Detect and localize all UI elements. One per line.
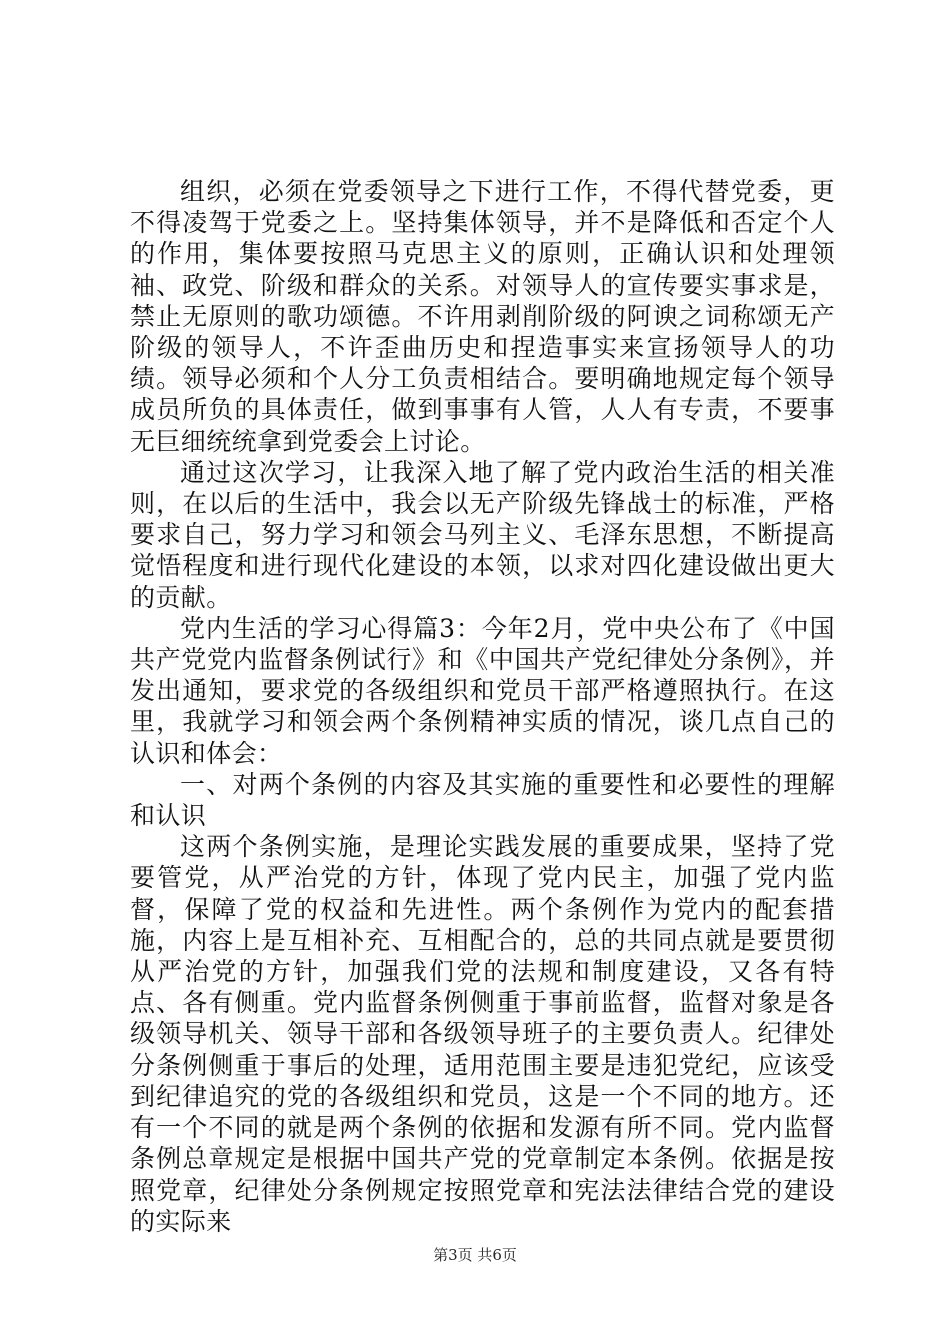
- section-heading: 一、对两个条例的内容及其实施的重要性和必要性的理解和认识: [130, 769, 835, 831]
- page-footer: 第3页 共6页: [433, 1246, 517, 1264]
- paragraph-2: 通过这次学习，让我深入地了解了党内政治生活的相关准则，在以后的生活中，我会以无产阶级先锋战士的标准，严格要求自己，努力学习和领会马列主义、毛泽东思想，不断提高觉悟程度和进行现代化建设的本领，以求对四化建设做出更大的贡献。: [130, 457, 835, 612]
- paragraph-3: 党内生活的学习心得篇3：今年2月，党中央公布了《中国共产党党内监督条例试行》和《中国共产党纪律处分条例》，并发出通知，要求党的各级组织和党员干部严格遵照执行。在这里，我就学习和领会两个条例精神实质的情况，谈几点自己的认识和体会：: [130, 613, 835, 768]
- paragraph-1: 组织，必须在党委领导之下进行工作，不得代替党委，更不得凌驾于党委之上。坚持集体领导，并不是降低和否定个人的作用，集体要按照马克思主义的原则，正确认识和处理领袖、政党、阶级和群众的关系。对领导人的宣传要实事求是，禁止无原则的歌功颂德。不许用剥削阶级的阿谀之词称颂无产阶级的领导人，不许歪曲历史和捏造事实来宣扬领导人的功绩。领导必须和个人分工负责相结合。要明确地规定每个领导成员所负的具体责任，做到事事有人管，人人有专责，不要事无巨细统统拿到党委会上讨论。: [130, 177, 835, 456]
- paragraph-5: 这两个条例实施，是理论实践发展的重要成果，坚持了党要管党，从严治党的方针，体现了党内民主，加强了党内监督，保障了党的权益和先进性。两个条例作为党内的配套措施，内容上是互相补充、互相配合的，总的共同点就是要贯彻从严治党的方针，加强我们党的法规和制度建设，又各有特点、各有侧重。党内监督条例侧重于事前监督，监督对象是各级领导机关、领导干部和各级领导班子的主要负责人。纪律处分条例侧重于事后的处理，适用范围主要是违犯党纪，应该受到纪律追究的党的各级组织和党员，这是一个不同的地方。还有一个不同的就是两个条例的依据和发源有所不同。党内监督条例总章规定是根据中国共产党的党章制定本条例。依据是按照党章，纪律处分条例规定按照党章和宪法法律结合党的建设的实际来: [130, 832, 835, 1236]
- document-body: [130, 176, 835, 1237]
